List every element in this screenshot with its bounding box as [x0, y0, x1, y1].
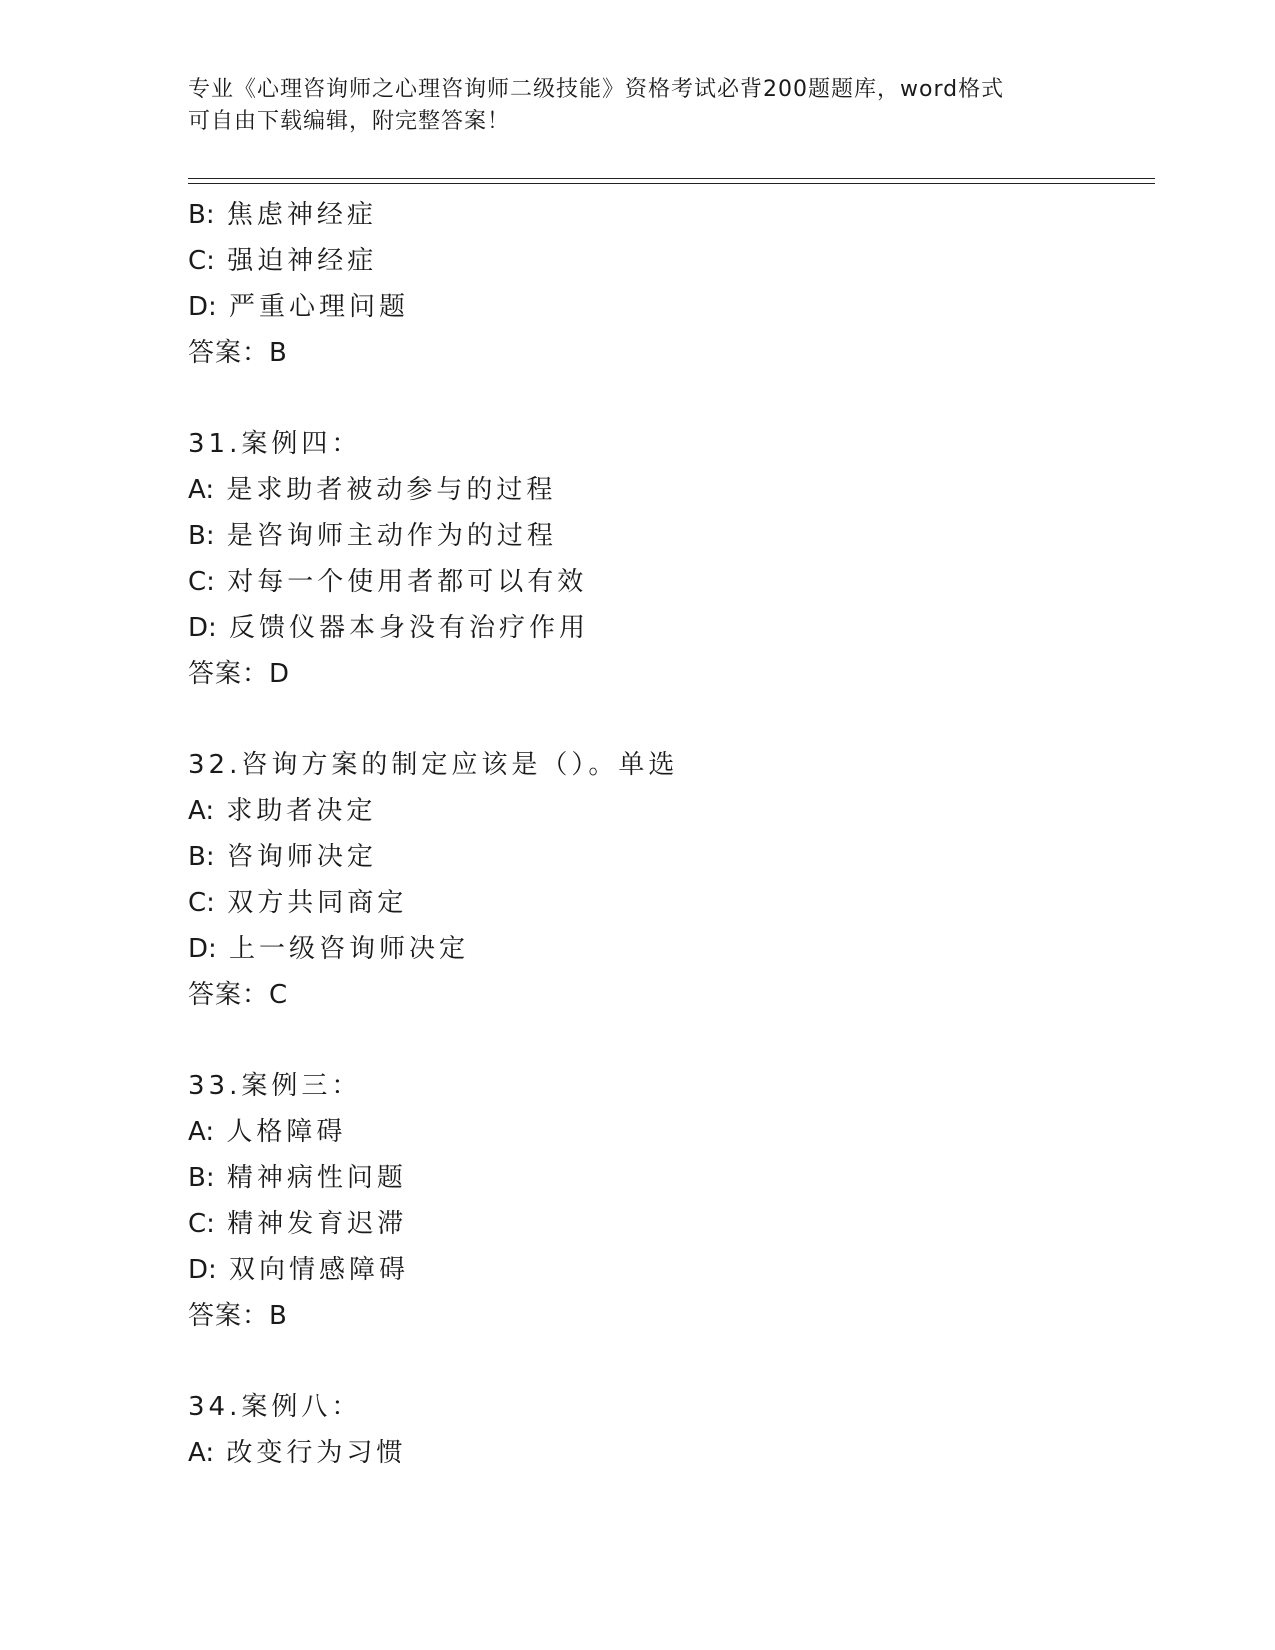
question-stem: 33.案例三： — [188, 1071, 362, 1101]
answer: 答案：B — [188, 338, 288, 368]
option-a: A: 求助者决定 — [188, 796, 377, 826]
option-c: C: 精神发育迟滞 — [188, 1209, 408, 1239]
header-divider-top — [188, 178, 1155, 179]
option-c: C: 双方共同商定 — [188, 888, 408, 918]
option-d: D: 上一级咨询师决定 — [188, 934, 470, 964]
option-c: C: 对每一个使用者都可以有效 — [188, 567, 588, 597]
option-c: C: 强迫神经症 — [188, 246, 378, 276]
question-34 — [188, 1384, 1148, 1476]
header-line-1: 专业《心理咨询师之心理咨询师二级技能》资格考试必背200题题库，word格式 — [188, 77, 1005, 102]
question-31 — [188, 421, 1148, 697]
option-b: B: 焦虑神经症 — [188, 200, 377, 230]
header-line-2: 可自由下载编辑，附完整答案！ — [188, 109, 511, 134]
option-d: D: 反馈仪器本身没有治疗作用 — [188, 613, 590, 643]
option-d: D: 双向情感障碍 — [188, 1255, 410, 1285]
option-a: A: 改变行为习惯 — [188, 1438, 407, 1468]
question-32 — [188, 742, 1148, 1018]
option-a: A: 人格障碍 — [188, 1117, 347, 1147]
option-a: A: 是求助者被动参与的过程 — [188, 475, 557, 505]
answer: 答案：D — [188, 659, 291, 689]
answer: 答案：C — [188, 980, 289, 1010]
question-stem: 31.案例四： — [188, 429, 362, 459]
header-divider-bottom — [188, 183, 1155, 184]
question-30-continued — [188, 192, 1148, 376]
document-header — [188, 74, 1088, 138]
question-stem: 34.案例八： — [188, 1392, 362, 1422]
question-stem: 32.咨询方案的制定应该是（）。单选 — [188, 750, 679, 780]
question-33 — [188, 1063, 1148, 1339]
question-list — [188, 192, 1148, 1476]
option-b: B: 咨询师决定 — [188, 842, 377, 872]
answer: 答案：B — [188, 1301, 288, 1331]
option-b: B: 是咨询师主动作为的过程 — [188, 521, 557, 551]
option-d: D: 严重心理问题 — [188, 292, 410, 322]
option-b: B: 精神病性问题 — [188, 1163, 407, 1193]
